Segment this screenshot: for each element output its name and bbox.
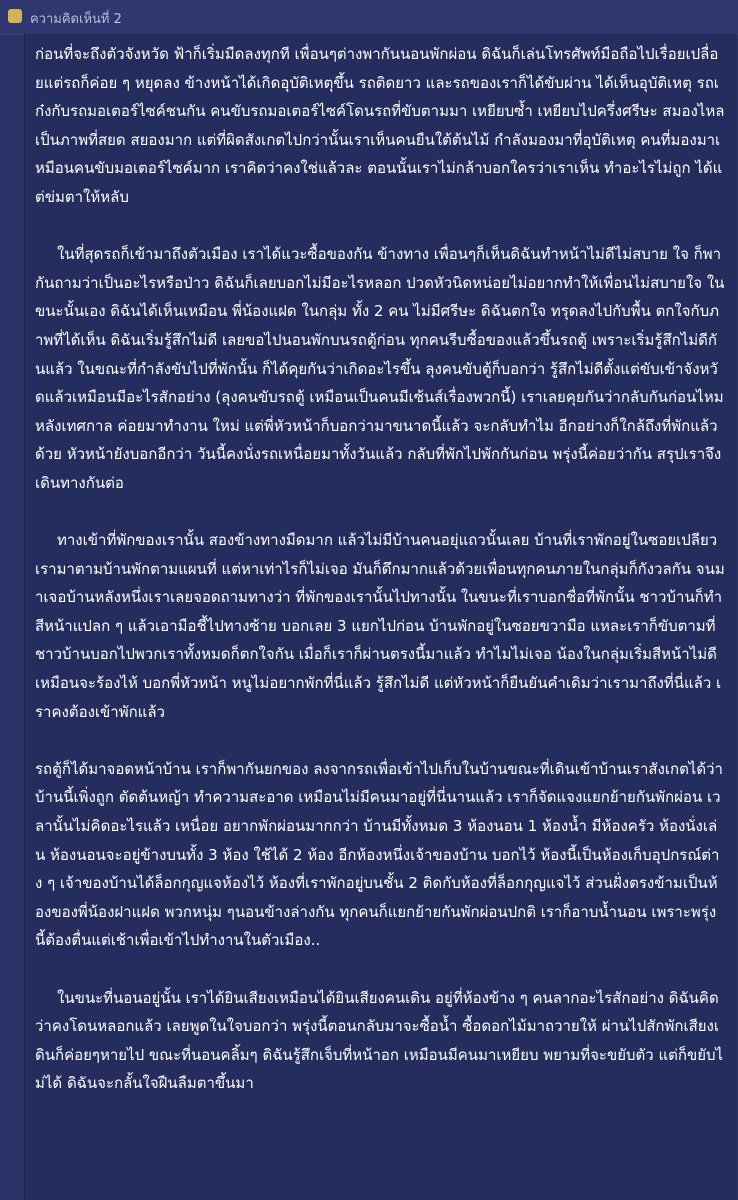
paragraph: ก่อนที่จะถึงตัวจังหวัด ฟ้าก็เริ่มมืดลงทุกที เพื่อนๆต่างพากันนอนพักผ่อน ดิฉันก็เล่นโทรศัพท์มือถือไปเรื่อยเปลื่อยแต่รถก็ค่อย ๆ หยุดลง ข้างหน้าได้เกิดอุบัติเหตุขึ้น รถติดยาว และรถของเราก็ได้ขับผ่าน ได้เห็นอุบัติเหตุ รถเก๋งกับรถมอเตอร์ไซค์ชนกัน คนขับรถมอเตอร์ไซค์โดนรถที่ขับตามมา เหยียบซ้ำ เหยียบไปครึ่งศรีษะ สมองไหล เป็นภาพที่สยด สยองมาก แต่ที่ผิดสังเกตไปกว่านั้นเราเห็นคนยืนใต้ต้นไม้ กำลังมองมาที่อุบัติเหตุ คนที่มองมาเหมือนคนขับมอเตอร์ไซค์มาก เราคิดว่าคงใช่แล้วละ ตอนนั้นเราไม่กล้าบอกใครว่าเราเห็น ทำอะไรไม่ถูก ได้แต่ข่มตาให้หลับ xyxy=(35,45,725,206)
paragraph: รถตู้ก็ได้มาจอดหน้าบ้าน เราก็พากันยกของ ลงจากรถเพื่อเข้าไปเก็บในบ้านขณะที่เดินเข้าบ้านเราสังเกตได้ว่า บ้านนี้เพิ่งถูก ตัดต้นหญ้า ทำความสะอาด เหมือนไม่มีคนมาอยู่ที่นี่นานแล้ว เราก็จัดแจงแยกย้ายกันพักผ่อน เวลานั้นไม่คิดอะไรแล้ว เหนื่อย อยากพักผ่อนมากกว่า บ้านมีทั้งหมด 3 ห้องนอน 1 ห้องน้ำ มีห้องครัว ห้องนั่งเล่น ห้องนอนจะอยู่ข้างบนทั้ง 3 ห้อง ใช้ได้ 2 ห้อง อีกห้องหนึ่งเจ้าของบ้าน บอกไว้ ห้องนี้เป็นห้องเก็บอุปกรณ์ต่าง ๆ เจ้าของบ้านได้ล็อกกุญแจห้องไว้ ห้องที่เราพักอยู่บนชั้น 2 ติดกับห้องที่ล็อกกุญแจไว้ ส่วนฝั่งตรงข้ามเป็นห้องของพี่น้องฝาแฝด พวกหนุ่ม ๆนอนข้างล่างกัน ทุกคนก็แยกย้ายกันพักผ่อนปกติ เราก็อาบน้ำนอน เพราะพรุ่งนี้ต้องตื่นแต่เช้าเพื่อเข้าไปทำงานในตัวเมือง.. xyxy=(35,759,723,950)
comment-icon xyxy=(8,9,22,23)
comment-body xyxy=(24,34,737,1200)
paragraph-gap xyxy=(35,726,725,755)
paragraph: ในขนะที่นอนอยู่นั้น เราได้ยินเสียงเหมือนได้ยินเสียงคนเดิน อยู่ที่ห้องข้าง ๆ คนลากอะไรสักอย่าง ดิฉันคิดว่าคงโดนหลอกแล้ว เลยพูดในใจบอกว่า พรุ่งนี้ตอนกลับมาจะซื้อน้ำ ซื้อดอกไม้มาถวายให้ ผ่านไปสักพักเสียงเดินก็ค่อยๆหายไป ขณะที่นอนคลิ้มๆ ดิฉันรู้สึกเจ็บที่หน้าอก เหมือนมีคนมาเหยียบ พยามที่จะขยับตัว แต่ก็ขยับไม่ได้ ดิฉันจะกลั้นใจฝืนลืมตาขึ้นมา xyxy=(35,988,724,1093)
paragraph-gap xyxy=(35,212,725,241)
paragraph: ทางเข้าที่พักของเรานั้น สองข้างทางมืดมาก แล้วไม่มีบ้านคนอยุ่แถวนั้นเลย บ้านที่เราพักอยู่ในซอยเปลียว เรามาตามบ้านพักตามแผนที่ แต่หาเท่าไรก็ไม่เจอ มันก็ดึกมากแล้วด้วยเพื่อนทุกคนภายในกลุ่มก็กังวลกัน จนมาเจอบ้านหลังหนึ่งเราเลยจอดถามทางว่า ที่พักของเรานั้นไปทางนั้น ในขนะที่เราบอกชื่อที่พักนั้น ชาวบ้านก็ทำสีหน้าแปลก ๆ แล้วเอามือชี้ไปทางซ้าย บอกเลย 3 แยกไปก่อน บ้านพักอยู่ในซอยขวามือ แหละเราก็ขับตามที่ชาวบ้านบอกไปพวกเราทั้งหมดก็ตกใจกัน เมื่อก็เราก็ผ่านตรงนี้มาแล้ว ทำไมไม่เจอ น้องในกลุ่มเริ่มสีหน้าไม่ดี เหมือนจะร้องไห้ บอกพี่หัวหน้า หนูไม่อยากพักที่นี่แล้ว รู้สึกไม่ดี แต่หัวหน้าก็ยืนยันคำเดิมว่าเรามาถึงที่นี่แล้ว เราคงต้องเข้าพักแล้ว xyxy=(35,531,725,721)
comment-number-label: ความคิดเห็นที่ 2 xyxy=(30,12,122,27)
paragraph-gap xyxy=(35,955,725,984)
paragraph-gap xyxy=(35,498,725,527)
paragraph: ในที่สุดรถก็เข้ามาถึงตัวเมือง เราได้แวะซื้อของกัน ข้างทาง เพื่อนๆก็เห็นดิฉันทำหน้าไม่ดีไม่สบาย ใจ ก็พากันถามว่าเป็นอะไรหรือป่าว ดิฉันก็เลยบอกไม่มีอะไรหลอก ปวดหัวนิดหน่อยไม่อยากทำให้เพื่อนไม่สบายใจ ในขนะนั้นเอง ดิฉันได้เห็นเหมือน พี่น้องแฝด ในกลุ่ม ทั้ง 2 คน ไม่มีศรีษะ ดิฉันตกใจ ทรุดลงไปกับพื้น ตกใจกับภาพที่ได้เห็น ดิฉันเริ่มรู้สึกไม่ดี เลยขอไปนอนพักบนรถตู้ก่อน ทุกคนรีบซื้อของแล้วขึ้นรถตู้ เพราะเริ่มรู้สึกไม่ดีกันแล้ว ในขณะที่กำลังขับไปที่พักนั้น ก็ได้คุยกันว่าเกิดอะไรขึ้น ลุงคนขับตู้ก็บอกว่า รู้สึกไม่ดีตั้งแต่ขับเข้าจังหวัดแล้วเหมือนมีอะไรสักอย่าง (ลุงคนขับรถตู้ เหมือนเป็นคนมีเซ้นส์เรื่องพวกนี้) เราเลยคุยกันว่ากลับกันก่อนไหม หลังเทศกาล ค่อยมาทำงาน ใหม่ แต่พี่หัวหน้าก็บอกว่ามาขนาดนี้แล้ว จะกลับทำไม อีกอย่างก็ใกล้ถึงที่พักแล้วด้วย หัวหน้ายังบอกอีกว่า วันนี้คงนั่งรถเหนื่อยมาทั้งวันแล้ว กลับที่พักไปพักกันก่อน พรุ่งนี้ค่อยว่ากัน สรุปเราจึงเดินทางกันต่อ xyxy=(35,245,725,492)
story-text xyxy=(35,40,725,1098)
comment-header xyxy=(0,0,738,35)
